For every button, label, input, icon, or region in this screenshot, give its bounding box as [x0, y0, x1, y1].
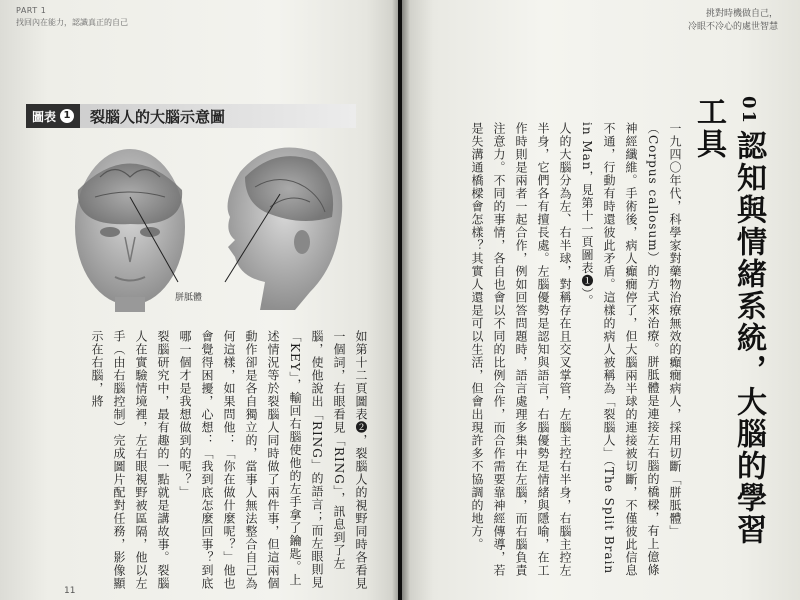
right-page-body-text — [432, 122, 686, 580]
right-paragraph-1: 一九四〇年代，科學家對藥物治療無效的癲癇病人，採用切斷「胼胝體」（Corpus callosum）的方式來治療。胼胝體是連接左右腦的橋樑，有上億條神經纖維。手術後，病人癲癇停了，但大腦兩半球的連接被切斷，不僅彼此信息不通，行動有時還彼此矛盾。這樣的病人被稱為「裂腦人」（The Split Brain in Man，見第十一頁圖表❶）。 — [580, 122, 682, 577]
figure-tag-label: 圖表 — [32, 109, 57, 124]
page-number: 11 — [64, 586, 76, 596]
left-page-body-text — [52, 330, 372, 592]
figure-callout-label: 胼胝體 — [175, 293, 203, 303]
header-line-1: 挑對時機做自己， — [705, 9, 778, 19]
header-line-2: 冷眼不冷心的處世智慧 — [687, 22, 778, 32]
left-paragraph-2: 裂腦研究中，最有趣的一點就是講故事。裂腦人在實驗情境裡，左右眼視野被區隔，他以左手（由右腦控制）完成圖片配對任務，影像顯示在右腦，將 — [90, 330, 170, 590]
left-running-header — [16, 6, 128, 28]
figure-title: 裂腦人的大腦示意圖 — [90, 107, 226, 126]
chapter-heading — [691, 96, 768, 566]
chapter-title: 認知與情緒系統，大腦的學習工具 — [691, 96, 766, 547]
figure-title-bar — [26, 104, 356, 128]
left-paragraph-1: 如第十二頁圖表❷，裂腦人的視野同時各看見一個詞，右眼看見「RING」，訊息到了左腦，使他說出「RING」的語言；而左眼則見「KEY」，輸回右腦使他的左手拿了鑰匙。上述情況等於裂腦人同時做了兩件事，但這兩個動作卻是各自獨立的，當事人無法整合自己為何這樣，如果問他：「你在做什麼呢？」他也會覺得困擾，心想：「我到底怎麼回事？到底哪一個才是我想做到的呢？」 — [178, 330, 368, 590]
figure-tag-number: 1 — [60, 109, 74, 123]
right-running-header — [688, 8, 778, 34]
book-gutter-shadow — [392, 0, 410, 600]
part-label: PART 1 — [16, 6, 47, 15]
brain-illustration — [40, 132, 360, 312]
left-page — [0, 0, 398, 600]
part-subtitle: 找回內在能力，認識真正的自己 — [16, 18, 128, 27]
chapter-number: 01 — [738, 96, 759, 126]
right-paragraph-2: 人的大腦分為左、右半球，對稱存在且交叉掌管，左腦主控右半身，右腦主控左半身，它們各有擅長處。左腦優勢是認知與語言，右腦優勢是情緒與隱喻，在工作時則是兩者一起合作，例如回答問題時，語言處理多集中在左腦，而右腦負責注意力。不同的事情，各自也會以不同的比例合作，而合作需要靠神經傳導，若是失溝通橋樑會怎樣？其實人還是可以生活，但會出現許多不協調的地方。 — [470, 122, 572, 577]
side-head-figure — [228, 148, 343, 311]
figure-tag — [26, 104, 80, 128]
front-head-figure — [75, 149, 185, 312]
